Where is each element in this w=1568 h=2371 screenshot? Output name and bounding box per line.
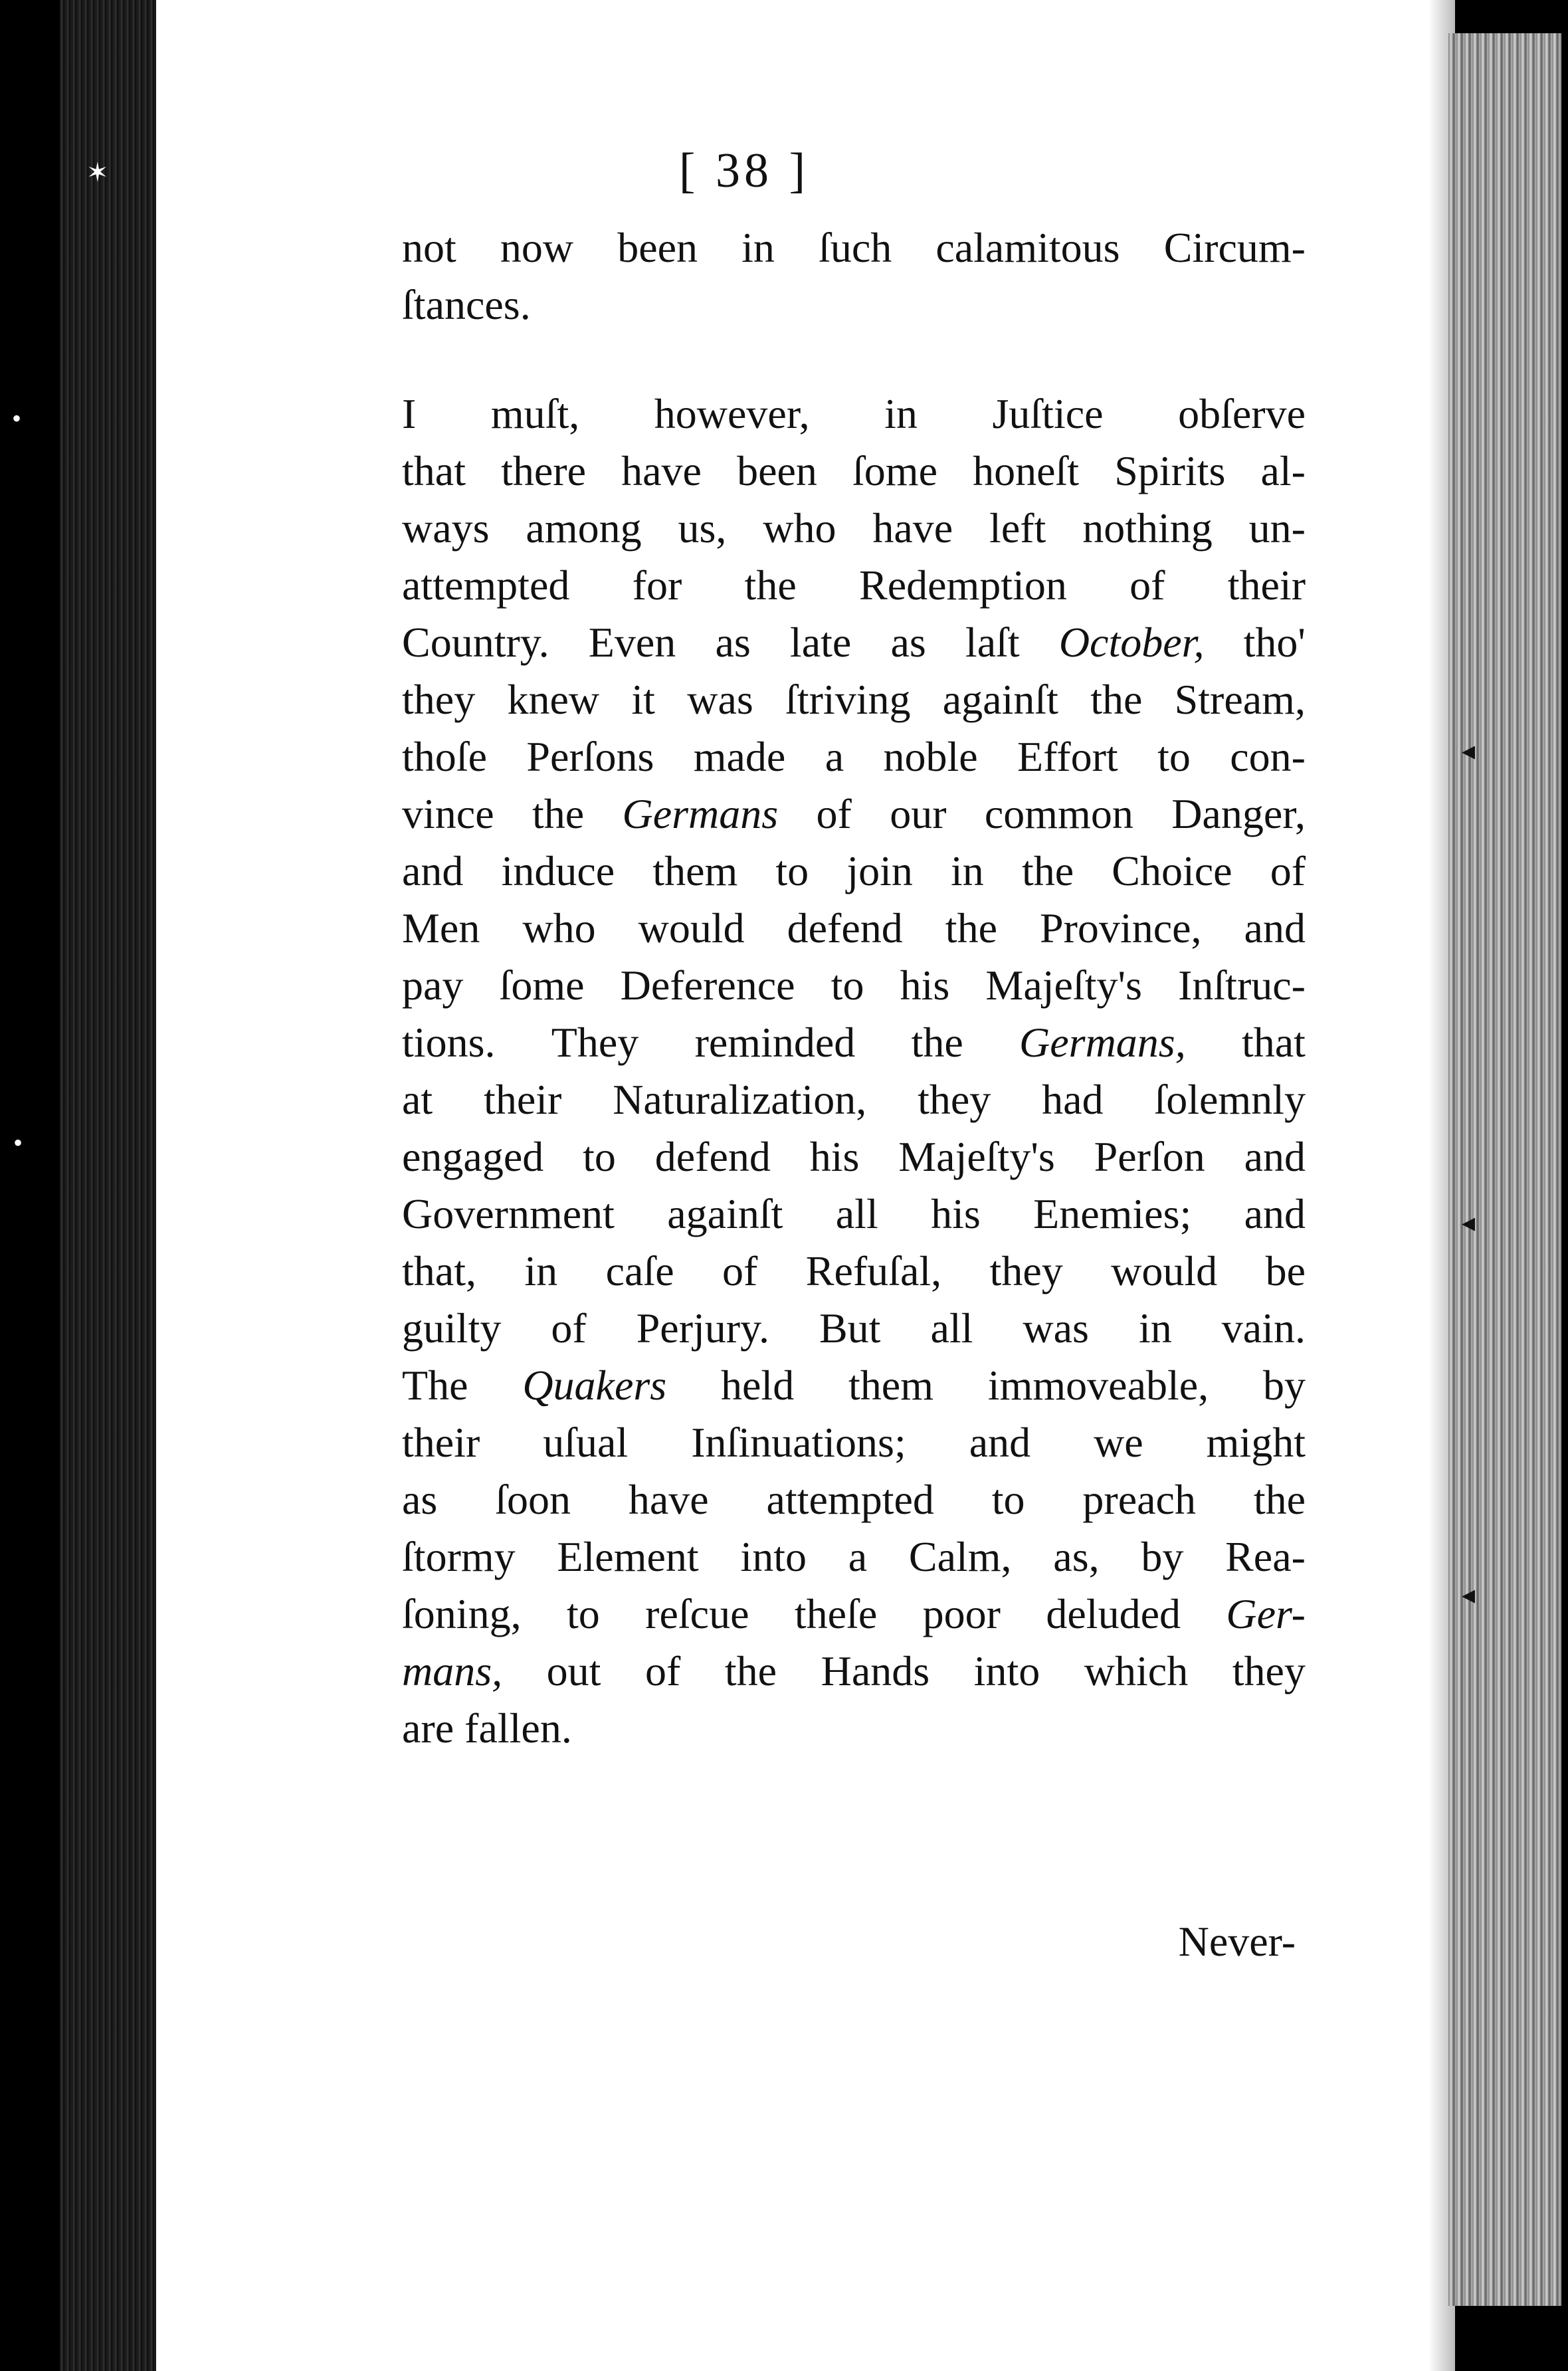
word: that <box>1241 1019 1306 1066</box>
word-italic: Ger- <box>1226 1590 1306 1637</box>
word: as <box>402 1476 438 1523</box>
word: we <box>1094 1419 1143 1466</box>
word: Country. <box>402 619 549 666</box>
word: of <box>816 790 852 837</box>
text-line <box>402 1128 1306 1186</box>
word: as, <box>1053 1533 1100 1580</box>
word: un- <box>1248 504 1306 552</box>
word: however, <box>654 390 810 437</box>
word: made <box>693 733 786 780</box>
word: Majeſty's <box>985 962 1142 1009</box>
word: the <box>532 790 585 837</box>
word: there <box>501 447 586 494</box>
word: join <box>846 847 913 894</box>
word: at <box>402 1076 433 1123</box>
word: ſtormy <box>402 1533 516 1580</box>
word: Even <box>588 619 676 666</box>
scan-speck: • <box>13 1128 23 1158</box>
word: ſuch <box>819 224 892 271</box>
word: caſe <box>605 1247 674 1294</box>
word: their <box>484 1076 562 1123</box>
word: among <box>526 504 642 552</box>
word: They <box>551 1019 639 1066</box>
word: out <box>546 1647 601 1695</box>
text-line <box>402 1471 1306 1528</box>
word: held <box>721 1362 795 1409</box>
word: the <box>744 562 797 609</box>
text-line <box>402 1243 1306 1300</box>
word: Inſtruc- <box>1178 962 1306 1009</box>
word: as <box>715 619 751 666</box>
word: Perjury. <box>636 1304 769 1352</box>
word: might <box>1206 1419 1306 1466</box>
word: have <box>628 1476 709 1523</box>
word: to <box>991 1476 1025 1523</box>
word: fallen. <box>464 1704 572 1752</box>
word: of <box>645 1647 681 1695</box>
text-line <box>402 276 1306 334</box>
word: in <box>951 847 984 894</box>
word: Rea- <box>1225 1533 1306 1580</box>
word: in <box>524 1247 558 1294</box>
word: not <box>402 224 456 271</box>
word-italic: Quakers <box>522 1362 667 1409</box>
word: the <box>911 1019 963 1066</box>
text-line <box>402 1528 1306 1586</box>
text-line <box>402 1300 1306 1357</box>
word: defend <box>654 1133 771 1180</box>
word: muſt, <box>490 390 580 437</box>
word: pay <box>402 962 464 1009</box>
word: are <box>402 1704 454 1752</box>
word: be <box>1265 1247 1306 1294</box>
text-line <box>402 1186 1306 1243</box>
word: left <box>989 504 1046 552</box>
word: tho' <box>1243 619 1306 666</box>
word: immoveable, <box>987 1362 1209 1409</box>
word: Effort <box>1017 733 1118 780</box>
text-line <box>402 785 1306 843</box>
word: calamitous <box>935 224 1120 271</box>
word: as <box>890 619 926 666</box>
word: their <box>1227 562 1306 609</box>
word: his <box>931 1190 981 1237</box>
tab-marker: ◂ <box>1462 1207 1476 1237</box>
word: uſual <box>543 1419 629 1466</box>
text-line <box>402 843 1306 900</box>
word: Stream, <box>1174 676 1306 723</box>
word: againſt <box>942 676 1058 723</box>
word: would <box>1111 1247 1218 1294</box>
word: ſoon <box>495 1476 571 1523</box>
page-stack-edge-right <box>1448 33 1561 2306</box>
word: had <box>1042 1076 1104 1123</box>
word: of <box>551 1304 587 1352</box>
word: and <box>1244 1190 1306 1237</box>
word: Perſons <box>526 733 654 780</box>
word: the <box>724 1647 777 1695</box>
word-italic: Germans <box>622 790 779 837</box>
text-line <box>402 443 1306 500</box>
word: for <box>632 562 682 609</box>
word: ſome <box>499 962 585 1009</box>
word: engaged <box>402 1133 544 1180</box>
word: and <box>969 1419 1031 1466</box>
text-line <box>402 900 1306 957</box>
word: been <box>737 447 817 494</box>
word: Circum- <box>1163 224 1306 271</box>
word: ſolemnly <box>1154 1076 1306 1123</box>
word: us, <box>678 504 727 552</box>
paragraph-2 <box>402 385 1306 1757</box>
word: who <box>763 504 836 552</box>
word: now <box>500 224 574 271</box>
word: ſome <box>852 447 937 494</box>
text-line <box>402 557 1306 614</box>
text-line <box>402 728 1306 785</box>
word: and <box>1244 1133 1306 1180</box>
word: Hands <box>821 1647 930 1695</box>
word: Perſon <box>1094 1133 1205 1180</box>
word: vince <box>402 790 494 837</box>
text-line <box>402 1071 1306 1128</box>
word: been <box>617 224 698 271</box>
word: who <box>522 904 596 952</box>
word: the <box>1253 1476 1306 1523</box>
word: common <box>984 790 1133 837</box>
word: Majeſty's <box>898 1133 1055 1180</box>
text-line <box>402 385 1306 443</box>
word: they <box>1232 1647 1306 1695</box>
body-text <box>402 219 1306 1757</box>
word: which <box>1084 1647 1189 1695</box>
word: ſtances. <box>402 281 531 328</box>
word: Juſtice <box>992 390 1104 437</box>
word: our <box>890 790 947 837</box>
word: was <box>687 676 753 723</box>
word: they <box>918 1076 991 1123</box>
word: the <box>1021 847 1074 894</box>
word: all <box>930 1304 973 1352</box>
word: ſoning, <box>402 1590 522 1637</box>
word: con- <box>1230 733 1306 780</box>
page-number: [ 38 ] <box>678 144 810 198</box>
word: Calm, <box>908 1533 1012 1580</box>
word: to <box>583 1133 616 1180</box>
word: ſtriving <box>785 676 911 723</box>
word: the <box>945 904 997 952</box>
word: poor <box>922 1590 1001 1637</box>
word: Spirits <box>1114 447 1226 494</box>
word: in <box>741 224 775 271</box>
word: of <box>1270 847 1306 894</box>
word: But <box>819 1304 881 1352</box>
word: attempted <box>766 1476 934 1523</box>
word: of <box>722 1247 758 1294</box>
word: by <box>1141 1533 1184 1580</box>
text-line <box>402 614 1306 671</box>
word: them <box>652 847 738 894</box>
word: honeſt <box>973 447 1080 494</box>
word: their <box>402 1419 480 1466</box>
word: Refuſal, <box>805 1247 942 1294</box>
word: have <box>621 447 702 494</box>
word: them <box>848 1362 933 1409</box>
word: I <box>402 390 417 437</box>
word: was <box>1023 1304 1089 1352</box>
word: have <box>872 504 953 552</box>
text-line <box>402 219 1306 276</box>
word: reſcue <box>645 1590 749 1637</box>
word: that, <box>402 1247 476 1294</box>
word: thoſe <box>402 733 487 780</box>
word: laſt <box>965 619 1020 666</box>
word: deluded <box>1046 1590 1181 1637</box>
word: Danger, <box>1171 790 1306 837</box>
word: Choice <box>1112 847 1232 894</box>
word: to <box>775 847 809 894</box>
word-italic: Germans, <box>1019 1019 1186 1066</box>
word: defend <box>787 904 903 952</box>
page-stack-edge-left <box>60 0 159 2371</box>
word: preach <box>1082 1476 1196 1523</box>
word: againſt <box>667 1190 783 1237</box>
word: vain. <box>1221 1304 1306 1352</box>
word: Element <box>557 1533 699 1580</box>
word: to <box>1157 733 1191 780</box>
word: Government <box>402 1190 615 1237</box>
word: into <box>973 1647 1040 1695</box>
word: theſe <box>794 1590 878 1637</box>
word: noble <box>883 733 978 780</box>
word: late <box>789 619 852 666</box>
word: Province, <box>1040 904 1202 952</box>
word: Redemption <box>859 562 1067 609</box>
word: to <box>831 962 864 1009</box>
word: the <box>1090 676 1143 723</box>
word: in <box>1138 1304 1172 1352</box>
word: Enemies; <box>1033 1190 1192 1237</box>
word: guilty <box>402 1304 502 1352</box>
word: a <box>848 1533 868 1580</box>
text-line <box>402 957 1306 1014</box>
word: Deference <box>620 962 795 1009</box>
word: by <box>1262 1362 1306 1409</box>
word: to <box>566 1590 600 1637</box>
word: of <box>1129 562 1165 609</box>
word: obſerve <box>1178 390 1306 437</box>
text-line <box>402 1014 1306 1071</box>
word: that <box>402 447 466 494</box>
scan-speck: • <box>12 403 22 433</box>
text-line <box>402 1414 1306 1471</box>
word: knew <box>507 676 600 723</box>
text-line <box>402 1586 1306 1643</box>
word: reminded <box>694 1019 856 1066</box>
text-line <box>402 671 1306 728</box>
word-italic: October, <box>1058 619 1205 666</box>
text-line <box>402 1643 1306 1700</box>
text-line <box>402 1700 1306 1757</box>
catchword: Never- <box>1178 1918 1296 1965</box>
word: ways <box>402 504 490 552</box>
word: a <box>825 733 844 780</box>
word: his <box>900 962 950 1009</box>
word: nothing <box>1082 504 1213 552</box>
word: they <box>989 1247 1063 1294</box>
page-number-header <box>0 143 1568 199</box>
word: attempted <box>402 562 570 609</box>
word: al- <box>1260 447 1306 494</box>
word: induce <box>501 847 615 894</box>
word: it <box>631 676 655 723</box>
word: Men <box>402 904 480 952</box>
paragraph-gap <box>402 334 1306 385</box>
word: into <box>740 1533 807 1580</box>
word: and <box>402 847 464 894</box>
word: they <box>402 676 476 723</box>
word: Naturalization, <box>613 1076 867 1123</box>
scan-speck: ✶ <box>86 157 109 187</box>
word: Inſinuations; <box>691 1419 906 1466</box>
word: in <box>884 390 918 437</box>
paragraph-1 <box>402 219 1306 334</box>
word-italic: mans, <box>402 1647 503 1695</box>
word: The <box>402 1362 468 1409</box>
word: would <box>638 904 745 952</box>
tab-marker: ◂ <box>1462 1580 1476 1609</box>
word: tions. <box>402 1019 496 1066</box>
text-line <box>402 500 1306 557</box>
text-line <box>402 1357 1306 1414</box>
word: all <box>835 1190 878 1237</box>
tab-marker: ◂ <box>1462 736 1476 766</box>
word: his <box>809 1133 860 1180</box>
word: and <box>1244 904 1306 952</box>
